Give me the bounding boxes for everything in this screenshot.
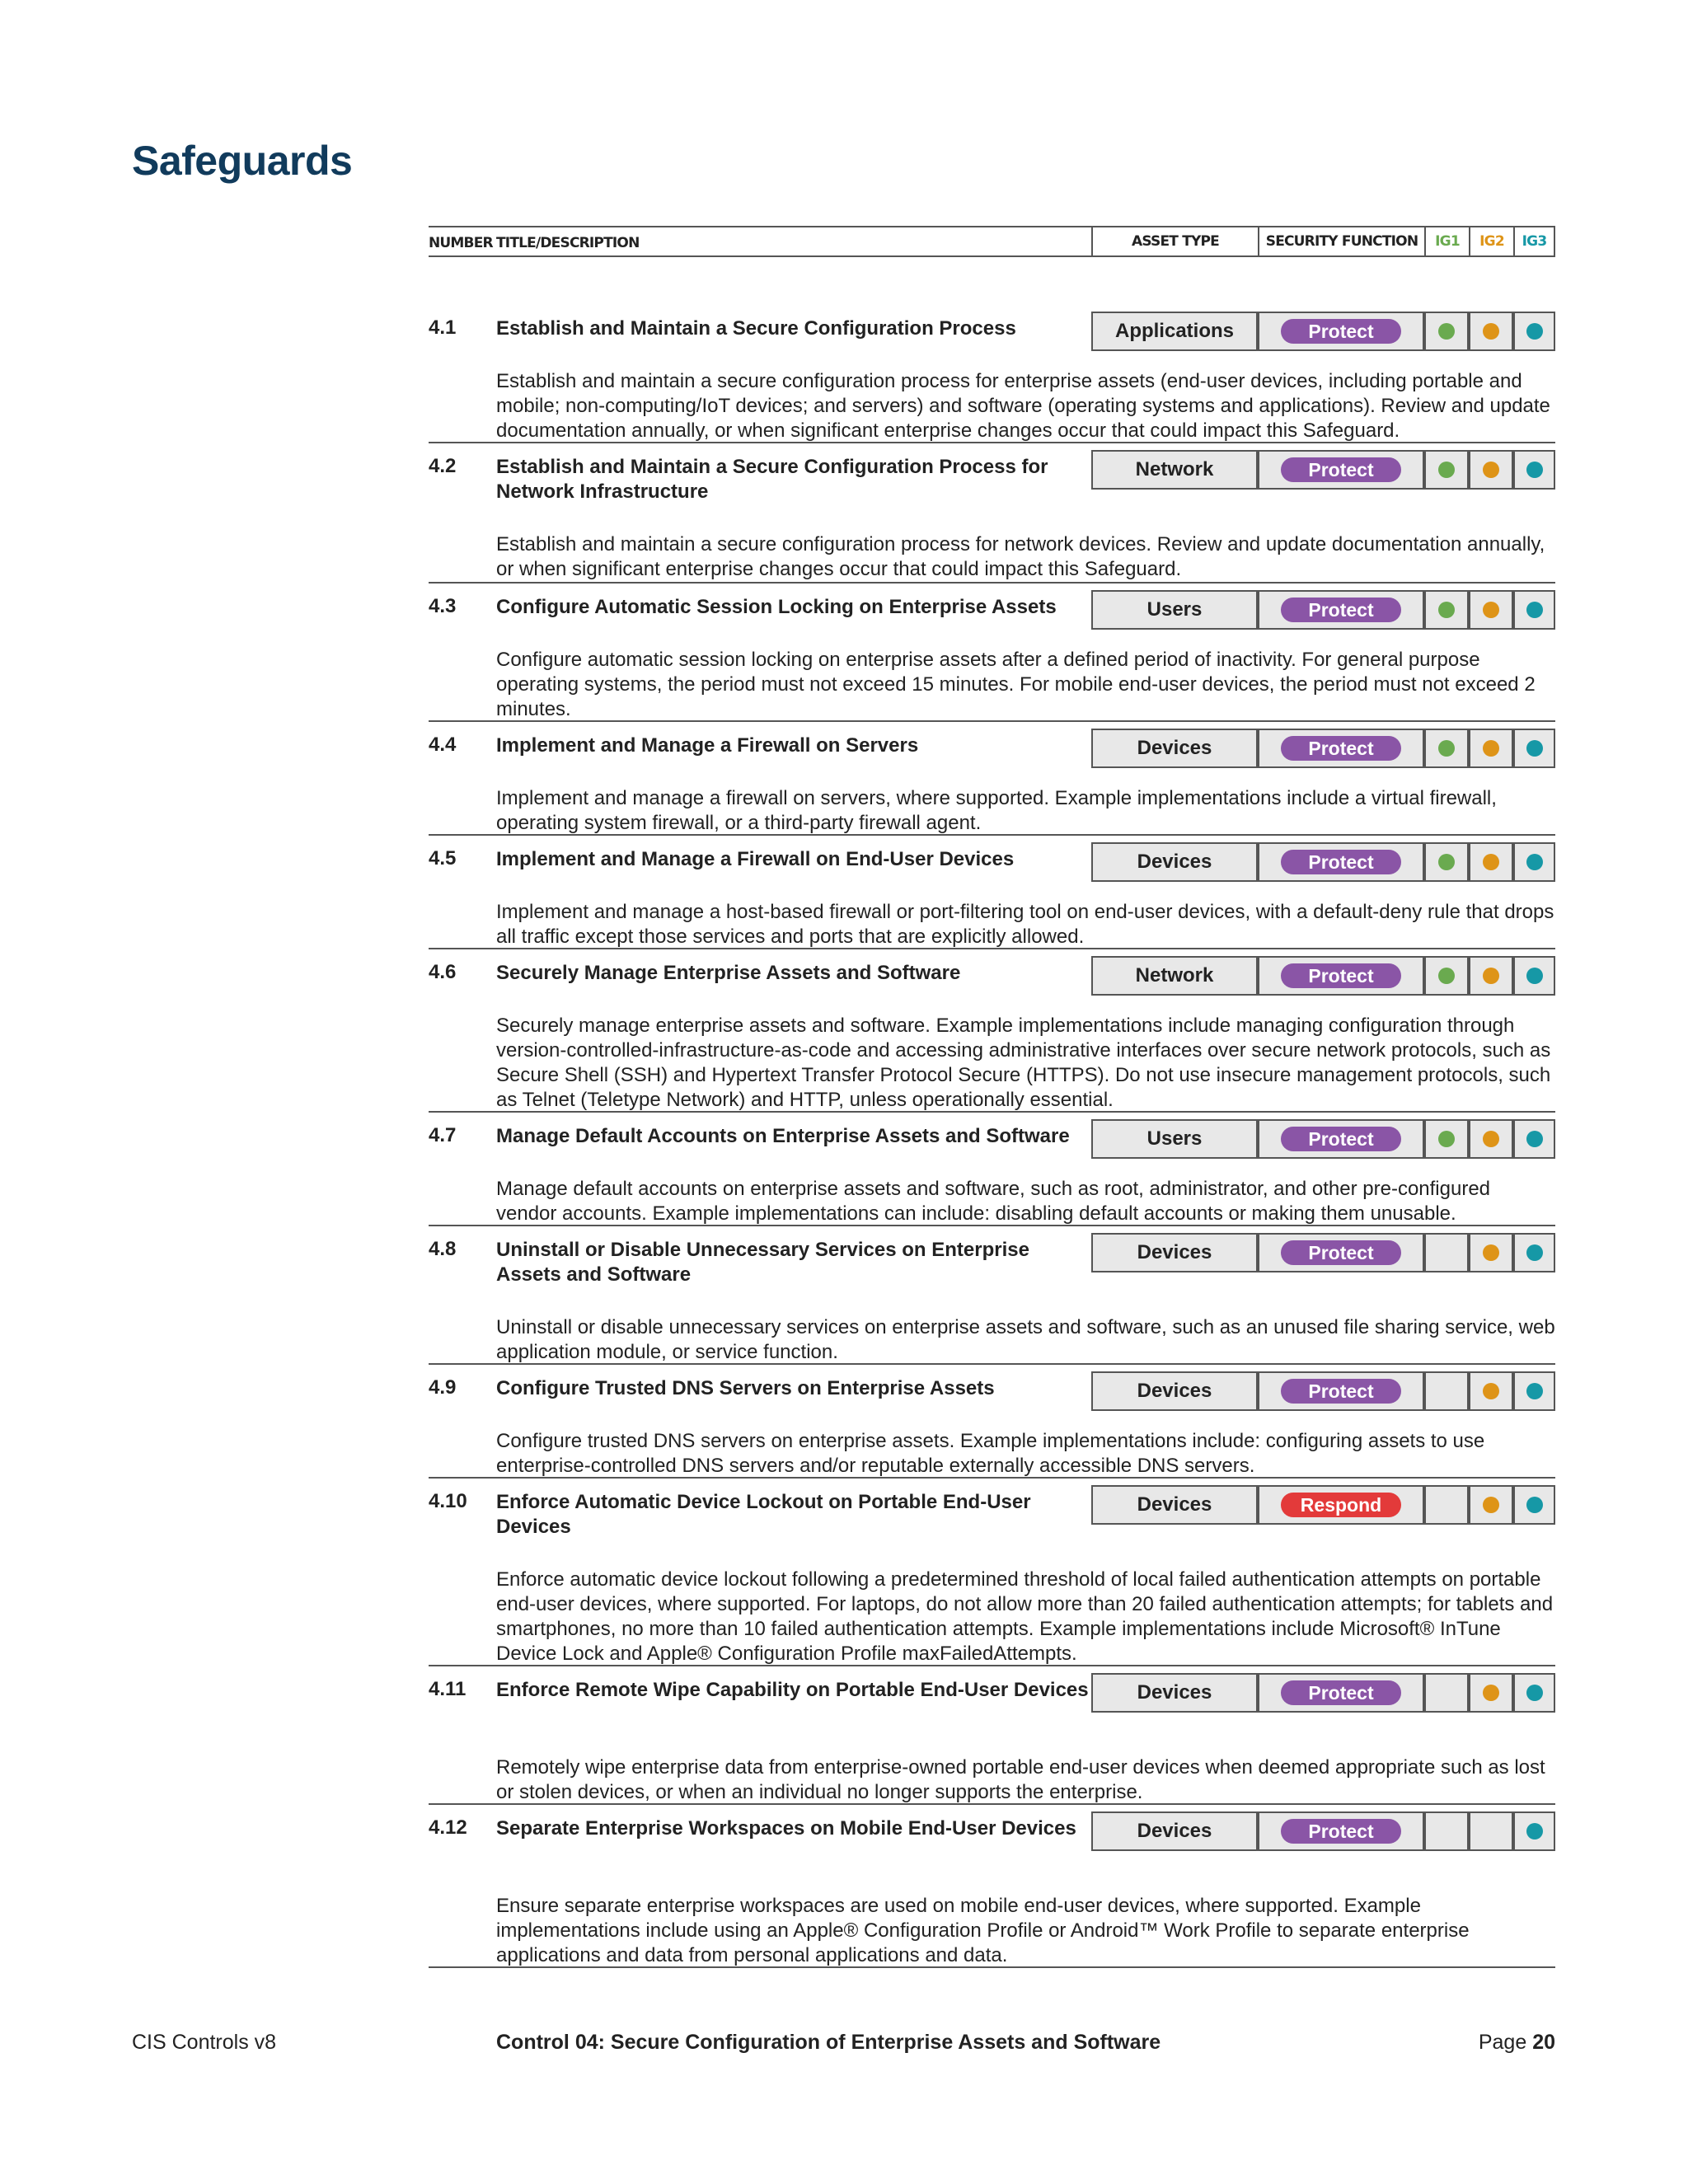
ig2-cell	[1469, 1119, 1513, 1159]
security-function-cell	[1258, 1811, 1424, 1851]
safeguard-number: 4.10	[429, 1490, 467, 1512]
ig1-dot-icon	[1438, 1131, 1455, 1147]
table-row	[429, 443, 1555, 583]
ig2-cell	[1469, 312, 1513, 351]
header-ig2	[1469, 226, 1513, 257]
ig2-cell	[1469, 450, 1513, 490]
header-security-function	[1258, 226, 1424, 257]
safeguard-attributes	[429, 1485, 1555, 1525]
safeguard-description: Manage default accounts on enterprise assets and software, such as root, administrator, and other pre-configured vendor accounts. Example implementations can include: disabling default accounts or making them unusable.	[496, 1178, 1491, 1225]
security-function-cell	[1258, 956, 1424, 996]
safeguard-number: 4.2	[429, 455, 457, 477]
safeguard-attributes	[429, 450, 1555, 490]
ig3-cell	[1513, 590, 1555, 630]
header-ig3	[1513, 226, 1555, 257]
ig3-dot-icon	[1526, 1685, 1543, 1701]
safeguard-description: Establish and maintain a secure configuration process for network devices. Review and update documentation annually, or when significant enterprise changes occur that could impact this Safeguard.	[496, 533, 1545, 580]
safeguard-description: Remotely wipe enterprise data from enterprise-owned portable end-user devices when deemed appropriate such as lost or stolen devices, or when an individual no longer supports the enterprise.	[496, 1756, 1545, 1803]
security-function-cell	[1258, 729, 1424, 768]
ig2-dot-icon	[1483, 968, 1499, 984]
asset-type-cell: Users	[1091, 590, 1258, 630]
footer-page	[1479, 2031, 1555, 2055]
safeguard-title: Configure Automatic Session Locking on Enterprise Assets	[496, 596, 1057, 618]
safeguard-description: Establish and maintain a secure configuration process for enterprise assets (end-user devices, including portable and mobile; non-computing/IoT devices; and servers) and software (operating systems and applications). Review and update documentation annually, or when significant enterprise changes occur that could impact this Safeguard.	[496, 370, 1550, 442]
ig2-cell	[1469, 1233, 1513, 1272]
ig1-cell	[1424, 590, 1469, 630]
ig2-cell	[1469, 956, 1513, 996]
safeguard-title: Separate Enterprise Workspaces on Mobile End-User Devices	[496, 1817, 1076, 1840]
table-row	[429, 1226, 1555, 1365]
header-ig3-label: IG3	[1522, 233, 1547, 250]
safeguard-attributes	[429, 842, 1555, 882]
ig3-dot-icon	[1526, 1497, 1543, 1513]
header-number: NUMBER	[429, 235, 493, 251]
asset-type-cell: Devices	[1091, 729, 1258, 768]
ig1-dot-icon	[1438, 323, 1455, 340]
safeguard-title: Implement and Manage a Firewall on End-User Devices	[496, 848, 1015, 870]
ig2-dot-icon	[1483, 1383, 1499, 1399]
ig2-dot-icon	[1483, 1497, 1499, 1513]
ig3-dot-icon	[1526, 462, 1543, 478]
ig2-dot-icon	[1483, 1131, 1499, 1147]
ig3-dot-icon	[1526, 1131, 1543, 1147]
table-row	[429, 1113, 1555, 1226]
table-row	[429, 836, 1555, 949]
safeguard-attributes	[429, 1371, 1555, 1411]
ig1-dot-icon	[1438, 462, 1455, 478]
ig3-cell	[1513, 842, 1555, 882]
ig1-dot-icon	[1438, 740, 1455, 757]
safeguard-description: Configure automatic session locking on enterprise assets after a defined period of inactivity. For general purpose operating systems, the period must not exceed 15 minutes. For mobile end-user devices, the period must not exceed 2 minutes.	[496, 649, 1536, 720]
security-function-cell	[1258, 1233, 1424, 1272]
ig3-cell	[1513, 1811, 1555, 1851]
ig2-dot-icon	[1483, 740, 1499, 757]
safeguard-number: 4.4	[429, 733, 457, 756]
safeguard-description: Configure trusted DNS servers on enterprise assets. Example implementations include: configuring assets to use enterprise-controlled DNS servers and/or reputable externally accessible DNS servers.	[496, 1430, 1485, 1477]
ig2-dot-icon	[1483, 462, 1499, 478]
safeguard-attributes	[429, 1673, 1555, 1713]
footer-page-number: 20	[1532, 2031, 1555, 2054]
safeguard-description: Ensure separate enterprise workspaces are used on mobile end-user devices, where supported. Example implementations include using an Apple® Configuration Profile or Android™ Work Profile to separate enterprise applications and data from personal applications and data.	[496, 1895, 1470, 1966]
ig3-dot-icon	[1526, 968, 1543, 984]
table-row	[429, 1805, 1555, 1968]
ig1-cell	[1424, 312, 1469, 351]
asset-type-cell: Users	[1091, 1119, 1258, 1159]
ig2-cell	[1469, 1811, 1513, 1851]
header-title: TITLE/DESCRIPTION	[496, 235, 640, 251]
ig1-cell	[1424, 1673, 1469, 1713]
asset-type-cell: Devices	[1091, 1673, 1258, 1713]
safeguard-attributes	[429, 1233, 1555, 1272]
safeguard-title: Uninstall or Disable Unnecessary Services on Enterprise Assets and Software	[496, 1239, 1029, 1286]
ig1-cell	[1424, 1811, 1469, 1851]
header-ig2-label: IG2	[1479, 233, 1504, 250]
security-function-badge: Protect	[1281, 963, 1401, 988]
safeguard-title: Enforce Automatic Device Lockout on Portable End-User Devices	[496, 1491, 1031, 1538]
ig1-dot-icon	[1438, 854, 1455, 870]
safeguard-attributes	[429, 312, 1555, 351]
table-row	[429, 1365, 1555, 1479]
safeguard-number: 4.8	[429, 1238, 457, 1260]
security-function-cell	[1258, 1485, 1424, 1525]
ig1-cell	[1424, 729, 1469, 768]
table-row	[429, 1479, 1555, 1666]
safeguard-description: Uninstall or disable unnecessary services on enterprise assets and software, such as an unused file sharing service, web application module, or service function.	[496, 1316, 1555, 1363]
security-function-badge: Protect	[1281, 319, 1401, 344]
ig2-cell	[1469, 1371, 1513, 1411]
ig2-dot-icon	[1483, 1244, 1499, 1261]
safeguards-table	[429, 226, 1555, 1966]
ig1-cell	[1424, 450, 1469, 490]
safeguard-number: 4.11	[429, 1678, 467, 1700]
ig3-cell	[1513, 1119, 1555, 1159]
ig3-dot-icon	[1526, 854, 1543, 870]
asset-type-cell: Devices	[1091, 1371, 1258, 1411]
ig2-dot-icon	[1483, 854, 1499, 870]
security-function-badge: Protect	[1281, 1819, 1401, 1844]
header-ig1	[1424, 226, 1469, 257]
safeguard-title: Establish and Maintain a Secure Configuration Process	[496, 317, 1016, 340]
asset-type-cell: Devices	[1091, 1811, 1258, 1851]
safeguard-description: Enforce automatic device lockout following a predetermined threshold of local failed authentication attempts on portable end-user devices, where supported. For laptops, do not allow more than 20 failed authentication attempts; for tablets and smartphones, no more than 10 failed authentication attempts. Example implementations include Microsoft® InTune Device Lock and Apple® Configuration Profile maxFailedAttempts.	[496, 1568, 1554, 1665]
asset-type-cell: Devices	[1091, 1233, 1258, 1272]
security-function-badge: Protect	[1281, 1127, 1401, 1151]
security-function-cell	[1258, 590, 1424, 630]
ig2-cell	[1469, 842, 1513, 882]
security-function-cell	[1258, 1371, 1424, 1411]
safeguard-title: Manage Default Accounts on Enterprise Assets and Software	[496, 1125, 1070, 1147]
table-row	[429, 722, 1555, 836]
header-ig1-label: IG1	[1435, 233, 1460, 250]
header-asset-type-label: ASSET TYPE	[1132, 233, 1219, 250]
security-function-cell	[1258, 842, 1424, 882]
asset-type-cell: Applications	[1091, 312, 1258, 351]
header-asset-type	[1091, 226, 1258, 257]
security-function-cell	[1258, 1119, 1424, 1159]
safeguard-description: Implement and manage a host-based firewall or port-filtering tool on end-user devices, with a default-deny rule that drops all traffic except those services and ports that are explicitly allowed.	[496, 901, 1554, 948]
ig1-cell	[1424, 1233, 1469, 1272]
asset-type-cell: Network	[1091, 450, 1258, 490]
safeguard-description: Securely manage enterprise assets and software. Example implementations include managing configuration through version-controlled-infrastructure-as-code and accessing administrative interfaces over secure network protocols, such as Secure Shell (SSH) and Hypertext Transfer Protocol Secure (HTTPS). Do not use insecure management protocols, such as Telnet (Teletype Network) and HTTP, unless operationally essential.	[496, 1015, 1551, 1111]
safeguard-attributes	[429, 1811, 1555, 1851]
safeguard-attributes	[429, 590, 1555, 630]
security-function-badge: Protect	[1281, 457, 1401, 482]
footer-center: Control 04: Secure Configuration of Enterprise Assets and Software	[496, 2031, 1161, 2054]
ig3-cell	[1513, 1371, 1555, 1411]
ig3-dot-icon	[1526, 323, 1543, 340]
security-function-cell	[1258, 312, 1424, 351]
safeguard-title: Implement and Manage a Firewall on Servers	[496, 734, 919, 757]
table-row	[429, 1666, 1555, 1805]
page-title: Safeguards	[132, 138, 353, 184]
safeguard-number: 4.1	[429, 316, 457, 339]
ig3-dot-icon	[1526, 740, 1543, 757]
ig3-dot-icon	[1526, 602, 1543, 618]
footer-page-label: Page	[1478, 2031, 1527, 2054]
ig2-dot-icon	[1483, 1685, 1499, 1701]
ig1-cell	[1424, 1119, 1469, 1159]
ig3-cell	[1513, 956, 1555, 996]
safeguard-title: Enforce Remote Wipe Capability on Portable End-User Devices	[496, 1679, 1089, 1701]
ig3-dot-icon	[1526, 1383, 1543, 1399]
ig2-cell	[1469, 1673, 1513, 1713]
ig2-cell	[1469, 729, 1513, 768]
safeguard-attributes	[429, 729, 1555, 768]
security-function-badge: Protect	[1281, 1680, 1401, 1705]
asset-type-cell: Devices	[1091, 842, 1258, 882]
asset-type-cell: Devices	[1091, 1485, 1258, 1525]
ig1-cell	[1424, 1485, 1469, 1525]
ig1-cell	[1424, 956, 1469, 996]
safeguard-number: 4.3	[429, 595, 457, 617]
table-header	[429, 226, 1555, 257]
table-row	[429, 949, 1555, 1113]
safeguard-attributes	[429, 1119, 1555, 1159]
safeguard-number: 4.7	[429, 1124, 457, 1146]
safeguard-attributes	[429, 956, 1555, 996]
ig1-cell	[1424, 1371, 1469, 1411]
security-function-cell	[1258, 450, 1424, 490]
safeguard-number: 4.12	[429, 1816, 467, 1839]
ig2-cell	[1469, 590, 1513, 630]
ig1-cell	[1424, 842, 1469, 882]
security-function-badge: Protect	[1281, 598, 1401, 622]
footer-left: CIS Controls v8	[132, 2031, 277, 2054]
security-function-badge: Respond	[1281, 1493, 1401, 1517]
security-function-badge: Protect	[1281, 736, 1401, 761]
security-function-badge: Protect	[1281, 850, 1401, 874]
ig1-dot-icon	[1438, 968, 1455, 984]
safeguard-title: Configure Trusted DNS Servers on Enterprise Assets	[496, 1377, 995, 1399]
ig3-cell	[1513, 1233, 1555, 1272]
safeguard-description: Implement and manage a firewall on servers, where supported. Example implementations include a virtual firewall, operating system firewall, or a third-party firewall agent.	[496, 787, 1497, 834]
safeguard-number: 4.5	[429, 847, 457, 869]
security-function-badge: Protect	[1281, 1379, 1401, 1404]
security-function-cell	[1258, 1673, 1424, 1713]
ig3-dot-icon	[1526, 1823, 1543, 1840]
ig1-dot-icon	[1438, 602, 1455, 618]
ig2-cell	[1469, 1485, 1513, 1525]
safeguard-title: Establish and Maintain a Secure Configuration Process for Network Infrastructure	[496, 456, 1048, 503]
header-security-function-label: SECURITY FUNCTION	[1265, 233, 1418, 250]
ig2-dot-icon	[1483, 602, 1499, 618]
ig3-cell	[1513, 1485, 1555, 1525]
ig3-cell	[1513, 312, 1555, 351]
ig3-cell	[1513, 729, 1555, 768]
ig3-dot-icon	[1526, 1244, 1543, 1261]
safeguard-number: 4.9	[429, 1376, 457, 1399]
safeguard-number: 4.6	[429, 961, 457, 983]
asset-type-cell: Network	[1091, 956, 1258, 996]
table-row	[429, 305, 1555, 443]
ig3-cell	[1513, 450, 1555, 490]
ig3-cell	[1513, 1673, 1555, 1713]
safeguard-title: Securely Manage Enterprise Assets and Software	[496, 962, 961, 984]
security-function-badge: Protect	[1281, 1240, 1401, 1265]
table-row	[429, 583, 1555, 722]
ig2-dot-icon	[1483, 323, 1499, 340]
